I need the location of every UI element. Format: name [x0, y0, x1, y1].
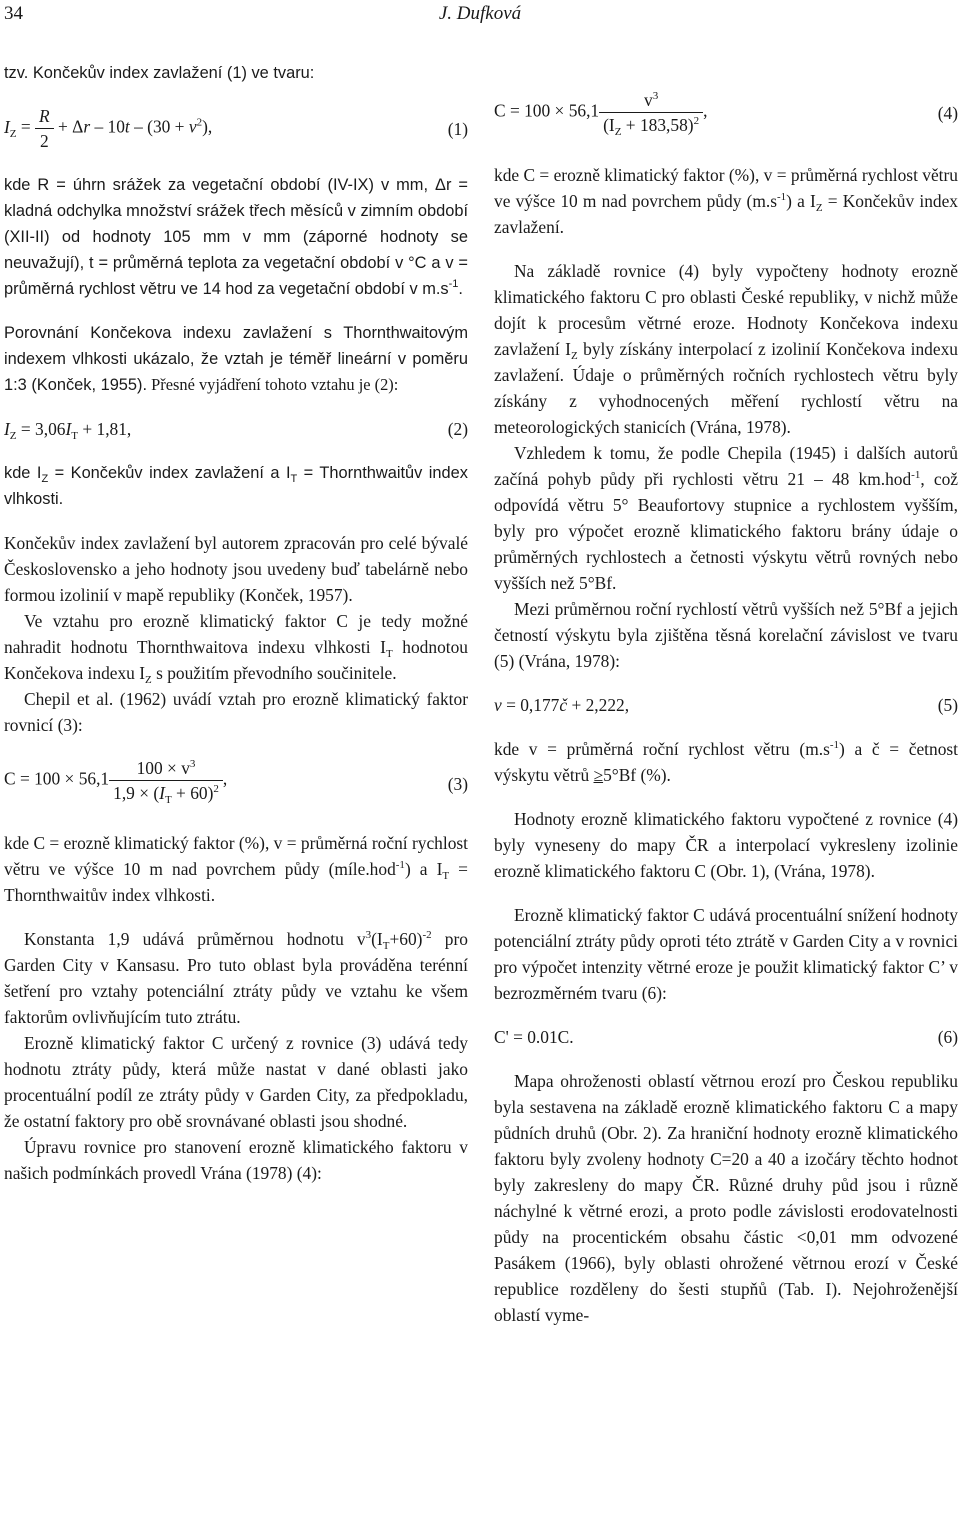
fraction-eq4: $\frac{v^3}{(I_Z + 183,58)^2}$ [599, 88, 703, 137]
page-number: 34 [4, 3, 23, 24]
equation-number-3: (3) [447, 774, 468, 794]
equation-number-2: (2) [447, 419, 468, 439]
equation-2: $I_Z = 3,06I_T + 1,81$, (2) [4, 416, 468, 442]
equation-number-5: (5) [937, 695, 958, 715]
comparison-paragraph: Porovnání Končekova indexu zavlažení s Thornthwaitovým indexem vlhkosti ukázalo, že vztah je téměř lineární v poměru 1:3 (Konček, 1955). Přesné vyjádření tohoto vztahu je (2): [4, 324, 468, 394]
definitions-3: kde C = erozně klimatický faktor (%), v = průměrná roční rychlost větru ve výšce 10 m nad povrchem půdy (míle.hod$^{-1}$) a $I_T$ = Thornthwaitův index vlhkosti. [4, 833, 468, 905]
left-column [4, 60, 468, 1186]
paragraph-erosion-factor: Ve vztahu pro erozně klimatický faktor C je tedy možné nahradit hodnotu Thornthwaitova indexu vlhkosti $I_T$ hodnotou Končekova indexu $I_Z$ s použitím převodního součinitele. [4, 611, 468, 686]
paragraph-correlation: Mezi průměrnou roční rychlostí větrů vyšších než 5°Bf a jejich četností výskytu byla zjištěna těsná korelační závislost ve tvaru (5) (Vrána, 1978): [494, 599, 958, 671]
equation-6: C' = 0.01C. (6) [494, 1024, 958, 1050]
fraction-r-over-2: $\frac{R}{2}$ [35, 104, 54, 153]
equation-number-4: (4) [937, 103, 958, 123]
paragraph-factor-c: Erozně klimatický faktor C určený z rovnice (3) udává tedy hodnotu ztráty půdy, která může nastat v dané oblasti jako procentuální podíl ze ztráty půdy v Garden City, za předpokladu, že ostatní faktory pro obě srovnávané oblasti jsou shodné. [4, 1033, 468, 1131]
running-title: J. Dufková [438, 3, 522, 24]
equation-1: $I_Z$ = $\frac{R}{2}$ + $\Delta r - 10t - (30 + v^2)$, (1) [4, 106, 468, 151]
definitions-5: kde v = průměrná roční rychlost větru $(m.s^{-1})$ a č = četnost výskytu větrů ≥5°Bf (%). [494, 739, 959, 785]
paragraph-isolines: Hodnoty erozně klimatického faktoru vypočtené z rovnice (4) byly vyneseny do mapy ČR a interpolací vykresleny izolinie erozně klimatického faktoru C (Obr. 1), (Vrána, 1978). [494, 809, 958, 881]
paragraph-wind-threshold: Vzhledem k tomu, že podle Chepila (1945) i dalších autorů začíná pohyb půdy při rychlosti větru 21 – 48 km.hod$^{-1}$, což odpovídá větru 5° Beaufortovy stupnice a rychlostem vyšším, byly pro výpočet erozně klimatického faktoru brány údaje o průměrných rychlostech a četnosti výskytu větrů rovných nebo vyšších než 5°Bf. [494, 443, 958, 593]
definitions-2: kde $I_Z$ = Končekův index zavlažení a $I_T$ = Thornthwaitův index vlhkosti. [4, 464, 468, 508]
fraction-eq3: $\frac{100 \times v^3}{1,9 \times (I_T + 60)^2}$ [109, 756, 223, 805]
paragraph-constant: Konstanta 1,9 udává průměrnou hodnotu $v^3(I_T+60)^{-2}$ pro Garden City v Kansasu. Pro tuto oblast byla prováděna terénní šetření pro vztahy potenciální ztráty půdy ve vztahu ke všem faktorům ovlivňujícím tuto ztrátu. [4, 929, 468, 1027]
equation-3: C = 100 × 56,1 $\frac{100 \times v^3}{1,9 \times (I_T + 60)^2}$ , (3) [4, 758, 468, 806]
paragraph-computed-values: Na základě rovnice (4) byly vypočteny hodnoty erozně klimatického faktoru C pro oblasti České republiky, v nichž může dojít k procesům větrné eroze. Hodnoty Končekova indexu zavlažení $I_Z$ byly získány interpolací z izolinií Končekova indexu zavlažení. Údaje o průměrných ročních rychlostech větru byly získány z vyhodnocených měření rychlostí větru na meteorologických stanicích (Vrána, 1978). [494, 261, 958, 437]
intro-text: tzv. Končekův index zavlažení (1) ve tvaru: [4, 64, 315, 82]
equation-5: v = 0,177č + 2,222, (5) [494, 692, 958, 718]
paragraph-map: Mapa ohroženosti oblastí větrnou erozí pro Českou republiku byla sestavena na základě erozně klimatického faktoru C a mapy půdních druhů (Obr. 2). Za hraniční hodnoty erozně klimatického faktoru byly zvoleny hodnoty C=20 a 40 a izočáry těchto hodnot byly zakresleny do mapy ČR. Různé druhy půd jsou i různě náchylné k větrné erozi, a proto podle závislosti erodovatelnosti půdy na procentickém obsahu částic <0,01 mm odvozené Pasákem (1966), byly oblasti ohrožené větrnou erozí v České republice rozděleny do šesti stupňů (Tab. I). Nejohroženější oblastí vyme- [494, 1071, 958, 1325]
equation-4: C = 100 × 56,1 $\frac{v^3}{(I_Z + 183,58)^2}$ , (4) [494, 90, 958, 138]
right-column [494, 88, 958, 1328]
paragraph-chepil: Chepil et al. (1962) uvádí vztah pro erozně klimatický faktor rovnicí (3): [4, 689, 468, 735]
paragraph-factor-c-prime: Erozně klimatický faktor C udává procentuální snížení hodnoty potenciální ztráty půdy oproti této ztrátě v Garden City a v rovnici pro výpočet intenzity větrné eroze je použit klimatický faktor C’ v bezrozměrném tvaru (6): [494, 905, 958, 1003]
paragraph-vrana: Úpravu rovnice pro stanovení erozně klimatického faktoru v našich podmínkách provedl Vrána (1978) (4): [4, 1137, 468, 1183]
equation-number-1: (1) [447, 119, 468, 139]
definitions-4: kde C = erozně klimatický faktor (%), v = průměrná rychlost větru ve výšce 10 m nad povrchem půdy $(m.s^{-1})$ a $I_Z$ = Končekův index zavlažení. [494, 165, 958, 237]
page-header [0, 0, 960, 34]
equation-number-6: (6) [937, 1027, 958, 1047]
paragraph-koncek-index: Končekův index zavlažení byl autorem zpracován pro celé bývalé Československo a jeho hodnoty jsou uvedeny buď tabelárně nebo formou izolinií v mapě republiky (Konček, 1957). [4, 533, 468, 605]
definitions-1: kde R = úhrn srážek za vegetační období (IV-IX) v mm, Δr = kladná odchylka množství srážek třech měsíců v zimním období (XII-II) od hodnoty 105 mm v mm (záporné hodnoty se neuvažují), t = průměrná teplota za vegetační období v °C a v = průměrná rychlost větru ve 14 hod za vegetační období v $m.s^{-1}$. [4, 176, 468, 298]
